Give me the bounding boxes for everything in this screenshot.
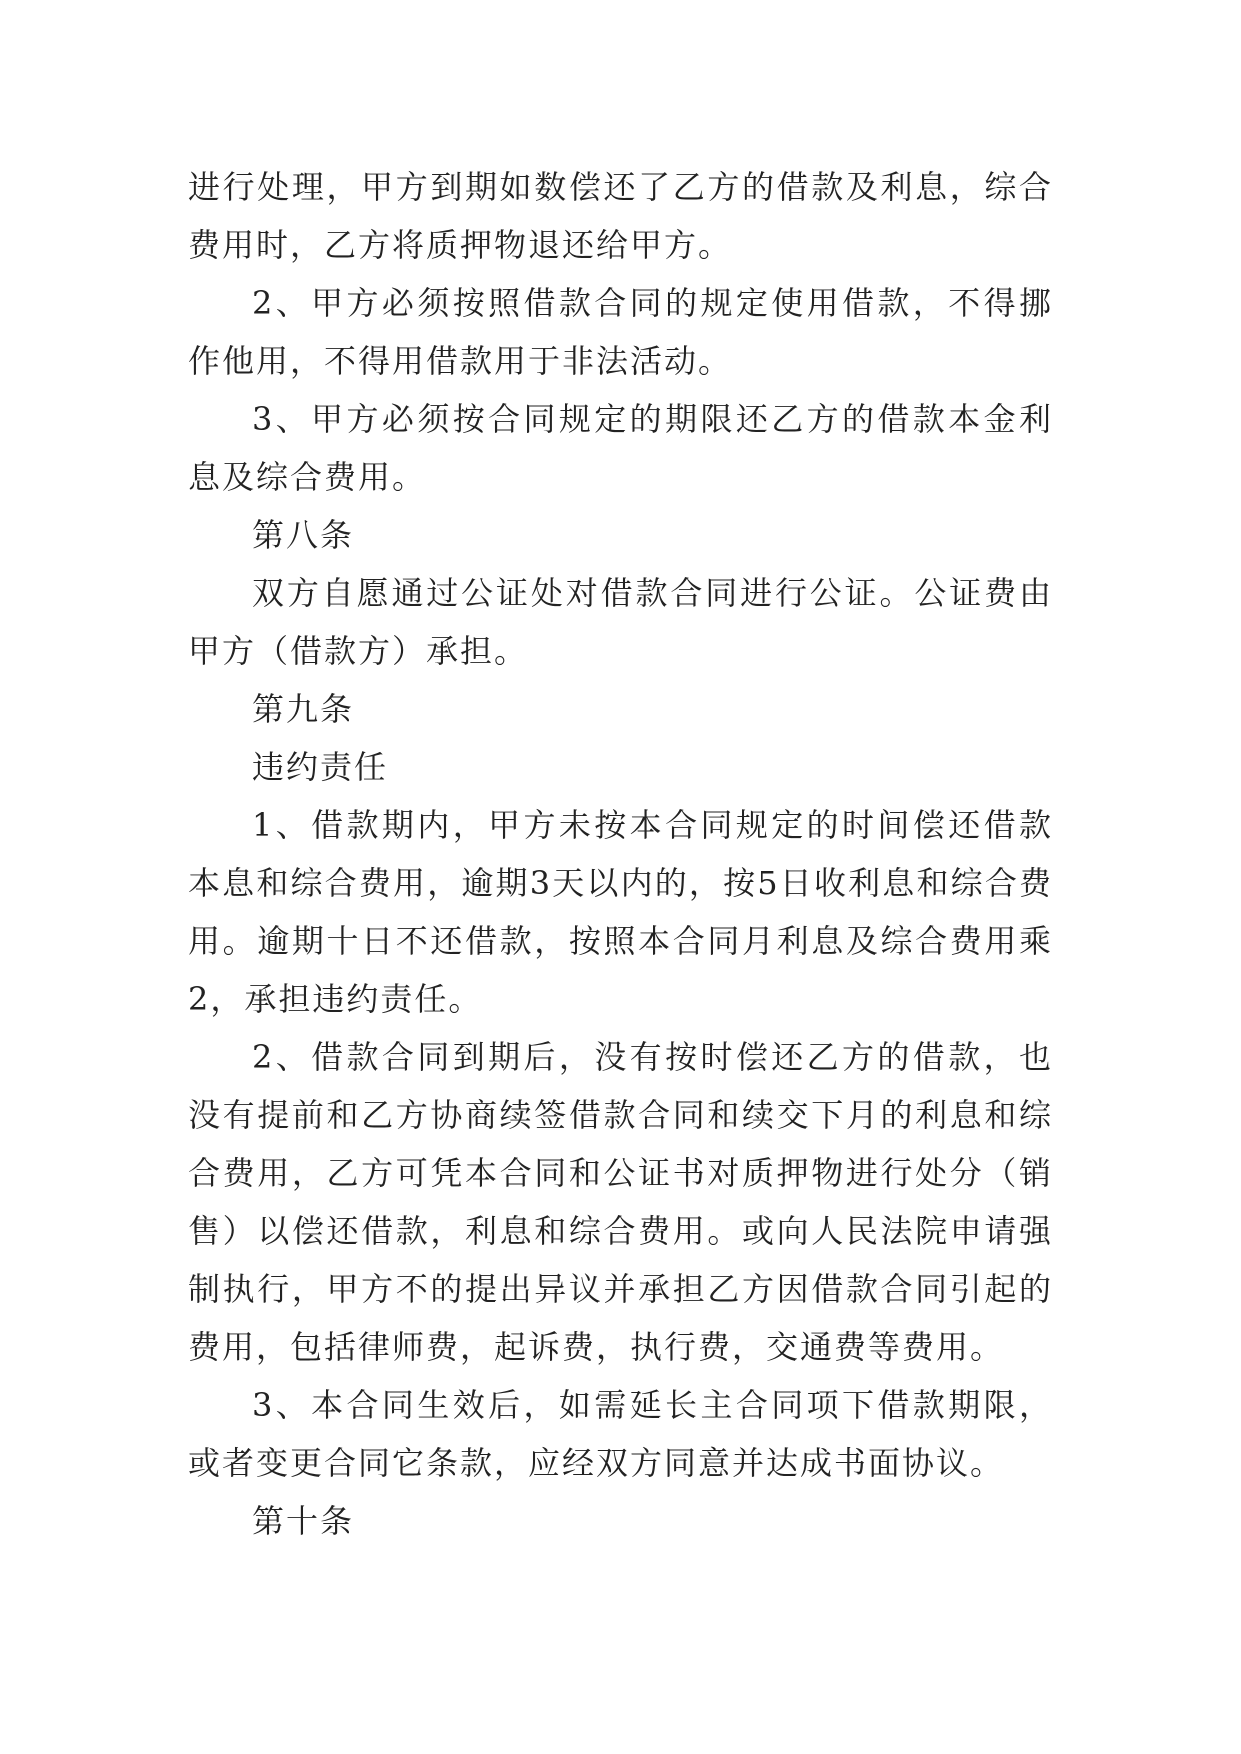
document-body [188,158,1053,1550]
paragraph-breach-2: 2、借款合同到期后，没有按时偿还乙方的借款，也没有提前和乙方协商续签借款合同和续交下月的利息和综合费用，乙方可凭本合同和公证书对质押物进行处分（销售）以偿还借款，利息和综合费用。或向人民法院申请强制执行，甲方不的提出异议并承担乙方因借款合同引起的费用，包括律师费，起诉费，执行费，交通费等费用。 [188,1038,1053,1366]
paragraph-clause-2: 2、甲方必须按照借款合同的规定使用借款，不得挪作他用，不得用借款用于非法活动。 [188,284,1053,380]
paragraph-notarization: 双方自愿通过公证处对借款合同进行公证。公证费由甲方（借款方）承担。 [188,574,1053,670]
article-10-heading: 第十条 [252,1502,355,1540]
breach-liability-heading: 违约责任 [252,748,389,786]
paragraph-clause-3: 3、甲方必须按合同规定的期限还乙方的借款本金利息及综合费用。 [188,400,1053,496]
paragraph-breach-1: 1、借款期内，甲方未按本合同规定的时间偿还借款本息和综合费用，逾期3天以内的，按5日收利息和综合费用。逾期十日不还借款，按照本合同月利息及综合费用乘2，承担违约责任。 [188,806,1053,1018]
paragraph-breach-3: 3、本合同生效后，如需延长主合同项下借款期限，或者变更合同它条款，应经双方同意并达成书面协议。 [188,1386,1053,1482]
paragraph-continuation: 进行处理，甲方到期如数偿还了乙方的借款及利息，综合费用时，乙方将质押物退还给甲方。 [188,168,1053,264]
article-9-heading: 第九条 [252,690,355,728]
article-8-heading: 第八条 [252,516,355,554]
